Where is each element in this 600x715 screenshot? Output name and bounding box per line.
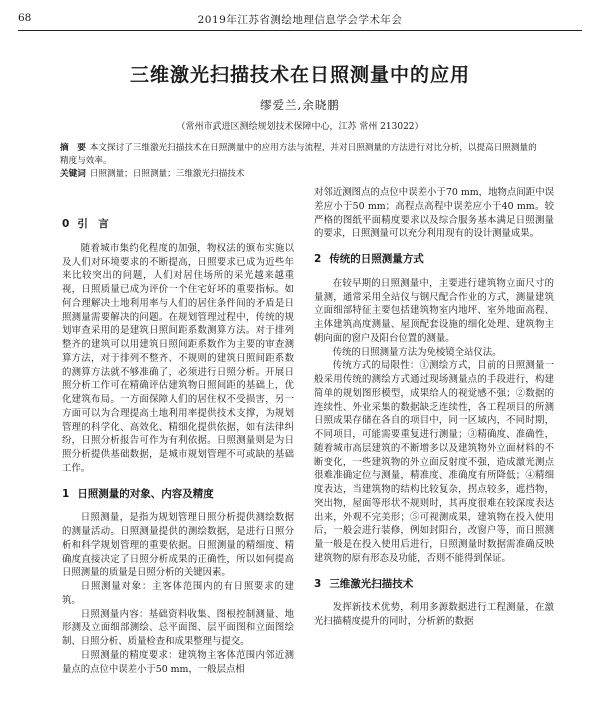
continued-paragraph: 对邻近测图点的点位中误差小于70 mm，地物点间距中误差应小于50 mm；高程点高程中误差应小于40 mm。较严格的图纸平面精度要求以及综合服务基本满足日照测量的要求，日照测量可以充分利用现有的设计测量成果。 — [314, 187, 554, 240]
section-1-paragraph-4: 日照测量的精度要求：建筑物主客体范围内邻近测量点的点位中误差小于50 mm，一般层点相 — [62, 649, 294, 675]
section-1-paragraph-1: 日照测量，是指为规划管理日照分析提供测绘数据的测量活动。日照测量提供的测绘数据，是进行日照分析和科学规划管理的重要依据。日照测量的精细度、精确度直接决定了日照分析成果的正确性，所以如何提高日照测量的质量是日照分析的关键因素。 — [62, 512, 294, 579]
section-3-title: 三维激光扫描技术 — [329, 577, 414, 590]
keywords-label: 关键词 — [60, 169, 86, 179]
journal-name: 2019年江苏省测绘地理信息学会学术年会 — [197, 14, 403, 26]
section-1-heading — [62, 488, 294, 502]
section-1-paragraph-3: 日照测量内容：基础资料收集、图根控制测量、地形测及立面细部测绘、总平面图、层平面图和立面图绘制、日照分析、质量检查和成果整理与提交。 — [62, 608, 294, 647]
article-authors: 缪爱兰,余晓鹏 — [260, 98, 340, 112]
abstract-block — [60, 142, 540, 181]
section-2-number: 2 — [314, 253, 322, 265]
abstract — [60, 142, 540, 168]
left-column — [62, 212, 294, 676]
abstract-label: 摘 要 — [60, 143, 86, 153]
page-number: 68 — [18, 12, 32, 24]
section-0-number: 0 — [62, 218, 70, 230]
right-column — [314, 186, 554, 629]
section-1-number: 1 — [62, 487, 70, 500]
section-2-paragraph-2: 传统的日照测量方法为免棱镜全站仪法。 — [332, 346, 502, 358]
section-3-heading — [314, 578, 554, 592]
section-3-number: 3 — [314, 577, 322, 590]
section-0-paragraph: 随着城市集约化程度的加强，物权法的颁布实施以及人们对环境要求的不断提高，日照要求已成为近些年来比较突出的问题，人们对居住场所的采光越来越重视，日照质量已成为评价一个住宅好坏的重要指标。如何合理解决土地利用率与人们的居住条件间的矛盾是日照测量需要解决的问题。在规划管理过程中，传统的规划审查采用的是建筑日照间距系数测算方法。对于排列整齐的建筑可以用建筑日照间距系数作为主要的审查测算方法，对于排列不整齐、不规则的建筑日照间距系数的测算方法就不够准确了，必须进行日照分析。开展日照分析工作可在精确评估建筑物日照间距的基础上，优化建筑布局。一方面保障人们的居住权不受损害，另一方面可以为合理提高土地利用率提供技术支撑，为规划管理的科学化、高效化、精细化提供依据，如有法律纠纷，日照分析报告可作为有利依据。日照测量则是为日照分析提供基础数据，是城市规划管理不可或缺的基础工作。 — [62, 242, 294, 474]
section-1-title: 日照测量的对象、内容及精度 — [77, 487, 214, 500]
section-2-heading — [314, 253, 554, 267]
section-1-paragraph-2: 日照测量对象：主客体范围内的有日照要求的建筑。 — [62, 581, 294, 606]
abstract-text: 本文探讨了三维激光扫描技术在日照测量中的应用方法与流程，并对日照测量的方法进行对比分析，以提高日照测量的精度与效率。 — [60, 143, 537, 166]
section-2-paragraph-1: 在较早期的日照测量中，主要进行建筑物立面尺寸的量测，通常采用全站仪与钢尺配合作业的方式，测量建筑立面细部特征主要包括建筑物室内地坪、室外地面高程、主体建筑高度测量、屋顶配套设施的细化处理、建筑物主朝向面的窗户及阳台位置的测量。 — [314, 277, 554, 344]
section-3-paragraph: 发挥新技术优势，利用多源数据进行工程测量，在激光扫描精度提升的同时，分析新的数据 — [314, 602, 554, 627]
header-rule — [18, 30, 582, 31]
section-0-heading — [62, 218, 294, 232]
page-header — [18, 12, 582, 28]
article-affiliation: （常州市武进区测绘规划技术保障中心，江苏 常州 213022） — [176, 122, 424, 132]
section-2-paragraph-3: 传统方式的局限性：①测绘方式，目前的日照测量一般采用传统的测绘方式通过现场测量点的手段进行，构建简单的规划图形模型，成果给人的视觉感不强；②数据的连续性、外业采集的数据缺乏连续性，各工程项目的所测日照成果存储在各自的项目中，同一区域内，不同时期，不同项目，可能需要重复进行测量；③精确度、准确性，随着城市高层建筑的不断增多以及建筑物外立面材料的不断变化，一些建筑物的外立面反射度不强，造成激光测点很难准确定位与测量，精准度、准确度有所降低；④精细度表达，当建筑物的结构比较复杂，拐点较多，遮挡物，突出物，屋面等形状不规则时，其再度很难在较深度表达出来，外观不完美形；⑤可视测成果，建筑物在投入使用后，一般会进行装修，例如封阳台，改窗户等，而日照测量一般是在投入使用后进行，日照测量时数据需准确反映建筑物的原有形态及功能，否则不能得到保证。 — [314, 360, 554, 564]
article-title: 三维激光扫描技术在日照测量中的应用 — [129, 64, 470, 86]
keywords — [60, 168, 540, 181]
keywords-text: 日照测量；日照测量；三维激光扫描技术 — [89, 169, 245, 179]
section-2-title: 传统的日照测量方式 — [329, 253, 424, 265]
section-0-title: 引 言 — [77, 218, 109, 230]
